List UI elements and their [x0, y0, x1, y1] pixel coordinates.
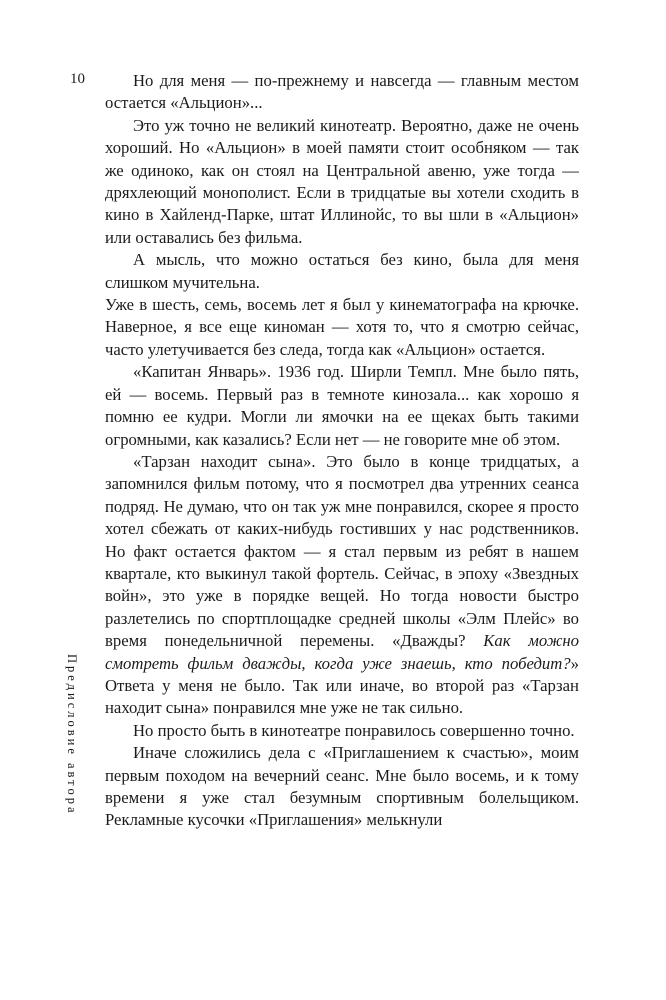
page-number: 10: [70, 71, 85, 87]
paragraph-segment-italic: Как можно смотреть фильм дважды, когда уже знаешь, кто победит?: [105, 631, 579, 673]
paragraph: [105, 451, 579, 720]
paragraph: «Капитан Январь». 1936 год. Ширли Темпл. Мне было пять, ей — восемь. Первый раз в темноте кинозала... как хорошо я помню ее кудри. Могли ли ямочки на ее щеках быть такими огромными, как казались? Если нет — не говорите мне об этом.: [105, 362, 579, 449]
paragraph: Но для меня — по-прежнему и навсегда — главным местом остается «Альцион»...: [105, 71, 579, 113]
body-text: [105, 70, 579, 832]
paragraph-segment: «Тарзан находит сына». Это было в конце тридцатых, а запомнился фильм потому, что я посмотрел два утренних сеанса подряд. Не думаю, что он так уж мне понравился, скорее я просто хотел сбежать от каких-нибудь гостивших у нас родственников. Но факт остается фактом — я стал первым из ребят в нашем квартале, кто выкинул такой фортель. Сейчас, в эпоху «Звездных войн», это уже в порядке вещей. Но тогда новости быстро разлетелись по спортплощадке средней школы «Элм Плейс» во время понедельничной перемены. «Дважды?: [105, 451, 579, 651]
paragraph: Уже в шесть, семь, восемь лет я был у кинематографа на крючке. Наверное, я все еще киноман — хотя то, что я смотрю сейчас, часто улетучивается без следа, тогда как «Альцион» остается.: [105, 295, 579, 359]
margin-title-vertical: Предисловие автора: [65, 654, 79, 816]
paragraph: А мысль, что можно остаться без кино, была для меня слишком мучительна.: [105, 250, 579, 292]
paragraph: Иначе сложились дела с «Приглашением к счастью», моим первым походом на вечерний сеанс. Мне было восемь, и к тому времени я уже стал безумным спортивным болельщиком. Рекламные кусочки «Приглашения» мелькнули: [105, 743, 579, 830]
paragraph-segment: » Ответа у меня не было. Так или иначе, во второй раз «Тарзан находит сына» понравился мне уже не так сильно.: [105, 653, 579, 718]
paragraph: Но просто быть в кинотеатре понравилось совершенно точно.: [133, 720, 575, 740]
paragraph: Это уж точно не великий кинотеатр. Вероятно, даже не очень хороший. Но «Альцион» в моей памяти стоит особняком — так же одиноко, как он стоял на Центральной авеню, уже тогда — дряхлеющий монополист. Если в тридцатые вы хотели сходить в кино в Хайленд-Парке, штат Иллинойс, то вы шли в «Альцион» или оставались без фильма.: [105, 115, 579, 247]
